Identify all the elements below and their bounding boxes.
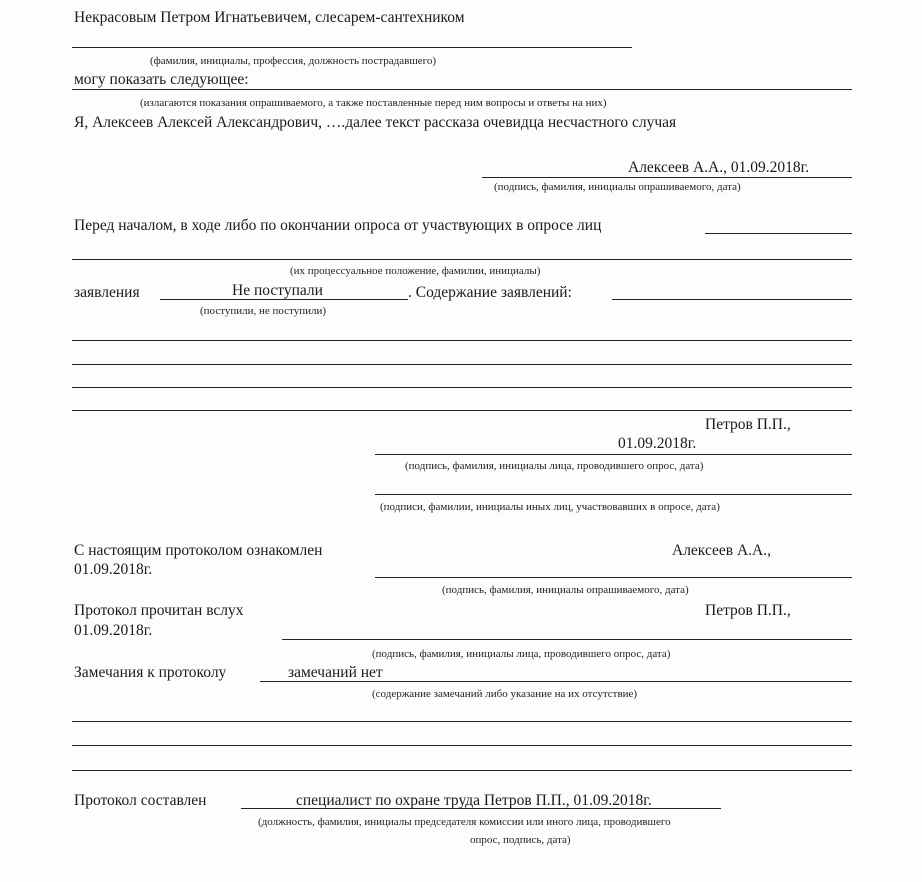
statements-persons-caption: (их процессуальное положение, фамилии, инициалы) bbox=[290, 265, 541, 277]
others-signature-line bbox=[375, 494, 852, 495]
statements-blank-line bbox=[72, 387, 852, 388]
testimony-text: Я, Алексеев Алексей Александрович, ….далее текст рассказа очевидца несчастного случая bbox=[74, 114, 677, 131]
acquainted-name: Алексеев А.А., bbox=[672, 542, 771, 559]
statements-content-line bbox=[612, 299, 852, 300]
compiled-label: Протокол составлен bbox=[74, 792, 207, 809]
acquainted-label: С настоящим протоколом ознакомлен bbox=[74, 542, 323, 559]
conductor-signature-line bbox=[375, 454, 852, 455]
remarks-caption: (содержание замечаний либо указание на их отсутствие) bbox=[372, 688, 638, 700]
statements-persons-line bbox=[72, 259, 852, 260]
remarks-blank-line bbox=[72, 745, 852, 746]
compiled-value: специалист по охране труда Петров П.П., 01.09.2018г. bbox=[296, 792, 652, 809]
compiled-underline bbox=[241, 808, 721, 809]
compiled-caption-line1: (должность, фамилия, инициалы председателя комиссии или иного лица, проводившего bbox=[258, 816, 671, 828]
remarks-blank-line bbox=[72, 770, 852, 771]
witness-line: Некрасовым Петром Игнатьевичем, слесарем-сантехником bbox=[74, 9, 465, 26]
statements-label: заявления bbox=[74, 284, 140, 301]
conductor-caption: (подпись, фамилия, инициалы лица, проводившего опрос, дата) bbox=[405, 460, 704, 472]
acquainted-signature-line bbox=[375, 577, 852, 578]
testimony-label: могу показать следующее: bbox=[74, 71, 249, 88]
read-aloud-caption: (подпись, фамилия, инициалы лица, проводившего опрос, дата) bbox=[372, 648, 671, 660]
witness-underline bbox=[72, 47, 632, 48]
statements-intro-line bbox=[705, 233, 852, 234]
testimony-signature: Алексеев А.А., 01.09.2018г. bbox=[628, 159, 810, 176]
testimony-caption: (излагаются показания опрашиваемого, а также поставленные перед ним вопросы и ответы на них) bbox=[140, 97, 607, 109]
read-aloud-name: Петров П.П., bbox=[705, 602, 791, 619]
statements-intro: Перед началом, в ходе либо по окончании опроса от участвующих в опросе лиц bbox=[74, 217, 602, 234]
acquainted-date: 01.09.2018г. bbox=[74, 561, 153, 578]
testimony-signature-caption: (подпись, фамилия, инициалы опрашиваемого, дата) bbox=[494, 181, 741, 193]
statements-value-caption: (поступили, не поступили) bbox=[200, 305, 327, 317]
compiled-caption-line2: опрос, подпись, дата) bbox=[470, 834, 571, 846]
statements-blank-line bbox=[72, 410, 852, 411]
statements-value: Не поступали bbox=[232, 282, 323, 299]
read-aloud-signature-line bbox=[282, 639, 852, 640]
read-aloud-label: Протокол прочитан вслух bbox=[74, 602, 244, 619]
witness-caption: (фамилия, инициалы, профессия, должность пострадавшего) bbox=[150, 55, 437, 67]
conductor-name: Петров П.П., bbox=[705, 416, 791, 433]
statements-blank-line bbox=[72, 340, 852, 341]
remarks-blank-line bbox=[72, 721, 852, 722]
conductor-date: 01.09.2018г. bbox=[618, 435, 697, 452]
acquainted-caption: (подпись, фамилия, инициалы опрашиваемого, дата) bbox=[442, 584, 689, 596]
statements-blank-line bbox=[72, 364, 852, 365]
statements-content-label: . Содержание заявлений: bbox=[408, 284, 572, 301]
read-aloud-date: 01.09.2018г. bbox=[74, 622, 153, 639]
testimony-underline bbox=[72, 89, 852, 90]
statements-value-line bbox=[160, 299, 408, 300]
remarks-underline bbox=[260, 681, 852, 682]
remarks-value: замечаний нет bbox=[288, 664, 383, 681]
others-caption: (подписи, фамилии, инициалы иных лиц, участвовавших в опросе, дата) bbox=[380, 501, 720, 513]
remarks-label: Замечания к протоколу bbox=[74, 664, 227, 681]
testimony-signature-line bbox=[482, 177, 852, 178]
